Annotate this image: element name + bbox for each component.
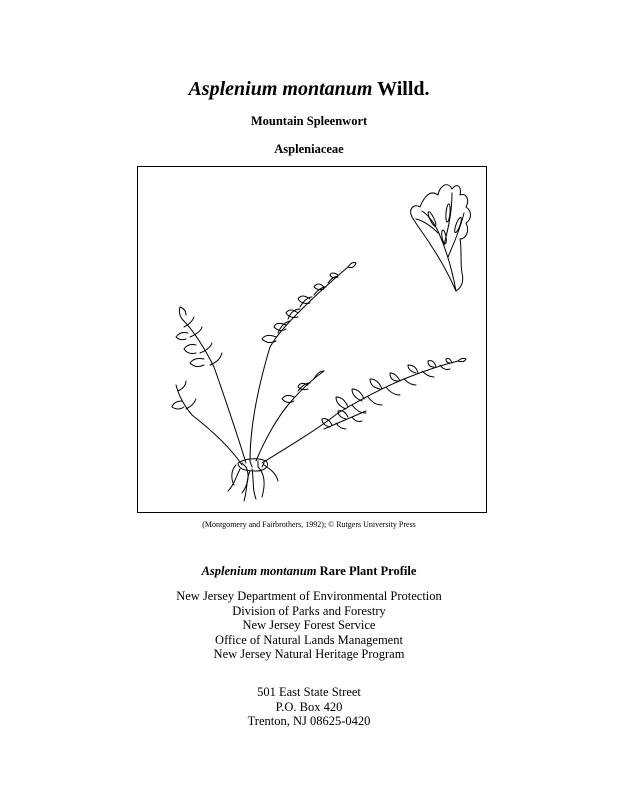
address-line: 501 East State Street [257, 685, 361, 699]
figure-caption: (Montgomery and Fairbrothers, 1992); © Rutgers University Press [202, 520, 416, 529]
stipes [192, 347, 338, 465]
root-mass [228, 459, 278, 501]
agency-line: Division of Parks and Forestry [232, 603, 386, 618]
agency-line: New Jersey Natural Heritage Program [213, 647, 405, 661]
title-scientific-name: Asplenium montanum [188, 78, 373, 100]
profile-scientific-name: Asplenium montanum [201, 564, 317, 578]
family-name: Aspleniaceae [274, 142, 344, 156]
agency-line: New Jersey Forest Service [242, 618, 376, 632]
frond-lower-right [322, 411, 366, 429]
title-authority: Willd. [377, 78, 430, 100]
fern-illustration [138, 167, 486, 512]
profile-heading [0, 564, 618, 579]
frond-left [172, 307, 222, 415]
page-title [0, 78, 618, 101]
agency-line: Office of Natural Lands Management [215, 632, 403, 647]
frond-lower-middle [282, 371, 324, 405]
profile-suffix: Rare Plant Profile [319, 564, 417, 578]
address-line: Trenton, NJ 08625-0420 [247, 714, 371, 728]
address-block [0, 685, 618, 729]
pinnule-detail [411, 185, 471, 291]
frond-middle [262, 263, 356, 348]
agency-block [0, 589, 618, 662]
common-name: Mountain Spleenwort [250, 114, 368, 128]
illustration-frame [137, 166, 487, 513]
address-line: P.O. Box 420 [275, 699, 343, 714]
agency-line: New Jersey Department of Environmental Protection [176, 589, 442, 603]
frond-right [336, 358, 466, 413]
